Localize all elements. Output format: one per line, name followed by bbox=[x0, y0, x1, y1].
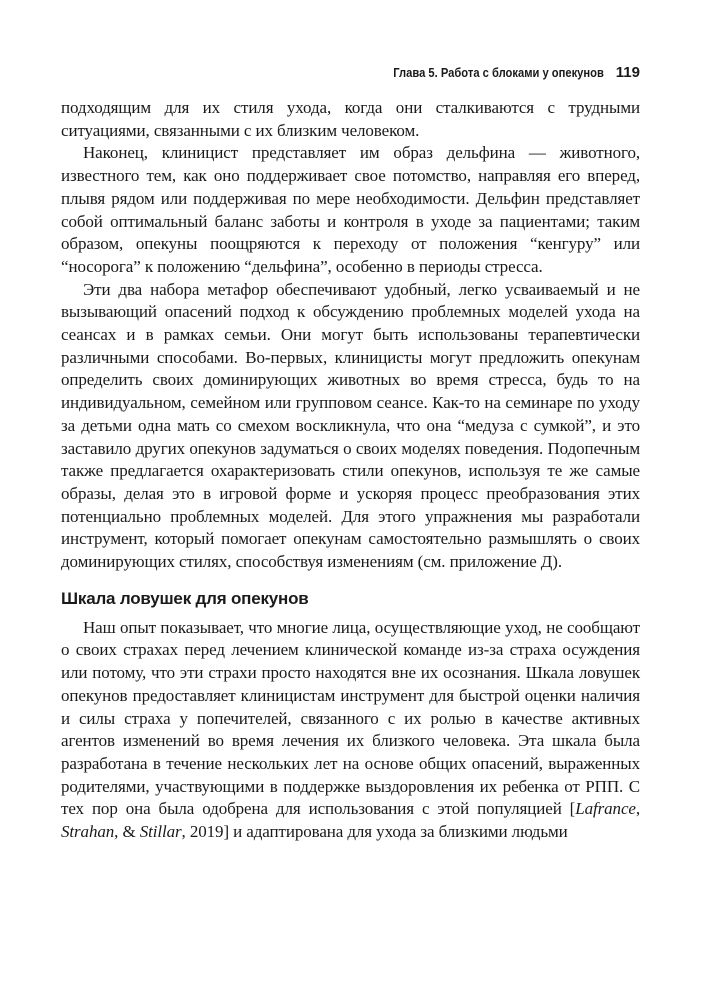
paragraph-continued: подходящим для их стиля ухода, когда они сталкиваются с трудными ситуациями, связанными с их близким человеком. bbox=[61, 98, 640, 140]
paragraph-text-start: Наш опыт показывает, что многие лица, осуществляющие уход, не сообщают о своих страхах перед лечением клинической команде из-за страха осуждения или потому, что эти страхи просто находятся вне их осознания. Шкала ловушек опекунов предоставляет клиницистам инструмент для быстрой оценки наличия и силы страха у попечителей, связанного с их ролью в качестве активных агентов изменений во время лечения их близкого человека. Эта шкала была разработана в течение нескольких лет на основе общих опасений, выраженных родителями, участвующими в поддержке выздоровления их ребенка от РПП. С тех пор она была одобрена для использования с этой популяцией [ bbox=[61, 617, 640, 819]
paragraph-dolphin: Наконец, клиницист представляет им образ дельфина — животного, известного тем, как оно поддерживает свое потомство, направляя его вперед, плывя рядом или поддерживая по мере необходимости. Дельфин представляет собой оптимальный баланс заботы и контроля в уходе за пациентами; таким образом, опекуны поощряются к переходу от положения “кенгуру” или “носорога” к положению “дельфина”, особенно в периоды стресса. bbox=[61, 143, 640, 276]
paragraph-metaphors: Эти два набора метафор обеспечивают удобный, легко усваиваемый и не вызывающий опасений подход к обсуждению проблемных моделей ухода на сеансах и в рамках семьи. Они могут быть использованы терапевтически различными способами. Во-первых, клиницисты могут предложить опекунам определить своих доминирующих животных во время стресса, будь то на индивидуальном, семейном или групповом сеансе. Как-то на семинаре по уходу за детьми одна мать со смехом воскликнула, что она “медуза с сумкой”, и это заставило других опекунов задуматься о своих моделях поведения. Подопечным также предлагается охарактеризовать стили опекунов, используя те же самые образы, делая это в игровой форме и ускоряя процесс преобразования этих потенциально проблемных моделей. Для этого упражнения мы разработали инструмент, который помогает опекунам самостоятельно размышлять о своих доминирующих стилях, способствуя изменениям (см. приложение Д). bbox=[61, 279, 640, 572]
paragraph-text-end: ] и адаптирована для ухода за близкими людьми bbox=[223, 822, 568, 842]
citation-author-3: Stillar bbox=[139, 822, 182, 842]
citation-year: , 2019 bbox=[181, 822, 224, 842]
citation-author-1: Lafrance bbox=[575, 799, 636, 819]
page-number: 119 bbox=[615, 64, 640, 81]
citation-author-2: Strahan bbox=[61, 822, 115, 842]
chapter-title: Глава 5. Работа с блоками у опекунов bbox=[393, 65, 604, 80]
page-body bbox=[61, 97, 640, 844]
citation-separator: , & bbox=[114, 822, 140, 842]
citation-separator: , bbox=[635, 799, 640, 819]
paragraph-trap-scale bbox=[61, 617, 640, 844]
section-heading: Шкала ловушек для опекунов bbox=[61, 588, 309, 608]
running-head bbox=[61, 64, 640, 84]
